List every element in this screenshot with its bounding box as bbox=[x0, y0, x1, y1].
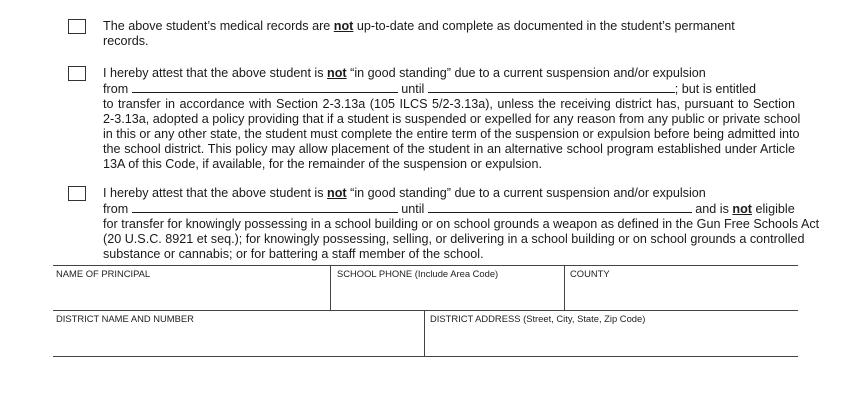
suspension-transfer-statement bbox=[103, 66, 801, 172]
field-row-2-bottom-rule bbox=[53, 356, 798, 357]
suspension-transfer-line-7: 13A of this Code, if available, for the remainder of the suspension or expulsion. bbox=[103, 157, 542, 171]
suspension-transfer-line-3: to transfer in accordance with Section 2-3.13a (105 ILCS 5/2-3.13a), unless the receiving district has, pursuant to Section bbox=[103, 97, 795, 111]
until-label: until bbox=[401, 82, 425, 96]
from-label: from bbox=[103, 202, 129, 216]
ineligible-transfer-line-1 bbox=[103, 186, 795, 201]
not-keyword: not bbox=[327, 66, 347, 80]
ineligible-transfer-statement bbox=[103, 186, 820, 262]
text-segment: and is bbox=[695, 202, 733, 216]
from-label: from bbox=[103, 82, 129, 96]
ineligible-transfer-dates-line bbox=[103, 201, 795, 217]
field-divider bbox=[424, 310, 425, 356]
school-phone-label: SCHOOL PHONE (Include Area Code) bbox=[337, 268, 499, 279]
field-row-2-top-rule bbox=[53, 310, 798, 311]
not-keyword: not bbox=[333, 19, 354, 33]
ineligible-transfer-line-3: for transfer for knowingly possessing in a school building or on school grounds a weapon as defined in the Gun Free Schools Act bbox=[103, 217, 820, 231]
from-date-field[interactable] bbox=[132, 81, 398, 93]
suspension-transfer-dates-line bbox=[103, 81, 795, 97]
until-date-field[interactable] bbox=[428, 81, 675, 93]
ineligible-transfer-line-5: substance or cannabis; or for battering a staff member of the school. bbox=[103, 247, 484, 261]
suspension-transfer-line-6: the school district. This policy may allow placement of the student in an alternative school program established under Article bbox=[103, 142, 795, 156]
district-address-label: DISTRICT ADDRESS (Street, City, State, Zip Code) bbox=[430, 313, 646, 324]
county-label: COUNTY bbox=[570, 268, 610, 279]
field-row-1-top-rule bbox=[53, 265, 798, 266]
field-divider bbox=[564, 265, 565, 310]
principal-name-label: NAME OF PRINCIPAL bbox=[56, 268, 151, 279]
suspension-transfer-line-5: in this or any other state, the student must complete the entire term of the suspension or expulsion before being admitted into bbox=[103, 127, 800, 141]
suspension-transfer-line-1 bbox=[103, 66, 795, 81]
from-date-field[interactable] bbox=[132, 201, 398, 213]
medical-records-statement bbox=[103, 19, 795, 49]
entitled-label: ; but is entitled bbox=[674, 82, 757, 96]
until-date-field[interactable] bbox=[428, 201, 692, 213]
text-segment: “in good standing” due to a current suspension and/or expulsion bbox=[346, 66, 706, 80]
district-name-label: DISTRICT NAME AND NUMBER bbox=[56, 313, 194, 324]
medical-records-line-2: records. bbox=[103, 34, 149, 48]
field-divider bbox=[330, 265, 331, 310]
medical-records-checkbox[interactable] bbox=[68, 19, 86, 34]
not-keyword: not bbox=[327, 186, 347, 200]
text-segment: I hereby attest that the above student is bbox=[103, 66, 328, 80]
ineligible-transfer-checkbox[interactable] bbox=[68, 186, 86, 201]
text-segment: The above student’s medical records are bbox=[103, 19, 334, 33]
text-segment: up-to-date and complete as documented in the student’s permanent bbox=[353, 19, 735, 33]
text-segment: eligible bbox=[752, 202, 795, 216]
until-label: until bbox=[401, 202, 425, 216]
text-segment: “in good standing” due to a current suspension and/or expulsion bbox=[346, 186, 706, 200]
suspension-transfer-checkbox[interactable] bbox=[68, 66, 86, 81]
clipped-previous-line bbox=[100, 0, 400, 3]
not-keyword: not bbox=[732, 202, 752, 216]
medical-records-line-1 bbox=[103, 19, 795, 34]
text-segment: I hereby attest that the above student is bbox=[103, 186, 328, 200]
suspension-transfer-line-4: 2-3.13a, adopted a policy providing that if a student is suspended or expelled for any reason from any public or private school bbox=[103, 112, 801, 126]
ineligible-transfer-line-4: (20 U.S.C. 8921 et seq.); for knowingly possessing, selling, or delivering in a school building or on school grounds a controlled bbox=[103, 232, 805, 246]
